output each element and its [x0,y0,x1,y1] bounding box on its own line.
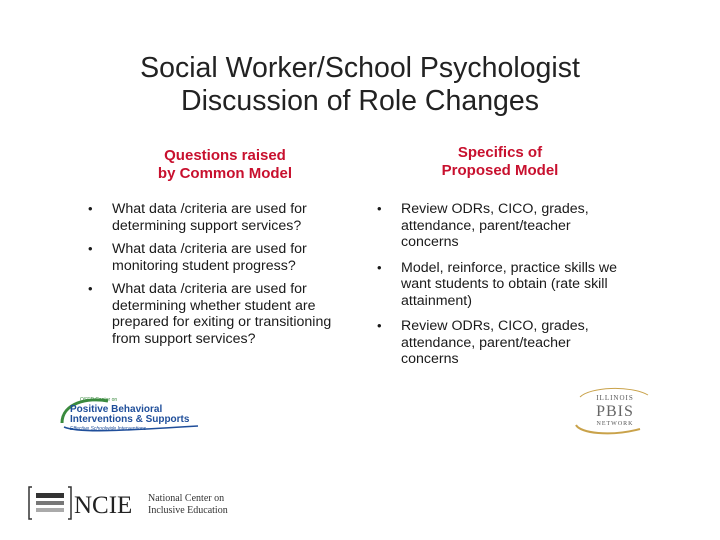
bullet-icon: • [377,259,382,275]
bullet-icon: • [377,318,382,333]
list-item [88,241,358,274]
list-item [377,318,632,368]
ncie-bracket-icon [29,487,71,519]
list-item-text: Model, reinforce, practice skills we want students to obtain (rate skill attainment) [401,259,618,309]
bullet-icon: • [88,201,93,216]
ilpbis-main-text: PBIS [596,403,634,420]
right-heading-line1: Specifics of [457,144,543,161]
list-item-text: Review ODRs, CICO, grades, attendance, parent/teacher concerns [401,318,589,367]
list-item [377,260,632,310]
ncie-line1-text: National Center on [148,493,225,504]
pbis-top-text: OSEP Center on [80,397,118,403]
ncie-line2-text: Inclusive Education [148,505,228,516]
ncie-abbr-text: NCIE [74,492,133,519]
left-column-heading [140,147,310,183]
list-item [377,201,632,251]
left-heading-line2: by Common Model [157,165,293,182]
bullet-icon: • [88,281,93,296]
ilpbis-bottom-text: NETWORK [596,421,634,427]
pbis-line2-text: Interventions & Supports [70,414,190,425]
left-bullet-list [88,201,358,354]
list-item-text: What data /criteria are used for monitoring student progress? [112,241,307,274]
ilpbis-top-text: ILLINOIS [596,394,634,402]
slide-title-line1: Social Worker/School Psychologist [140,52,580,84]
pbis-line1-text: Positive Behavioral [70,404,163,415]
right-column-heading [420,144,580,180]
list-item [88,281,358,347]
ncie-logo [28,483,248,523]
right-bullet-list [377,201,632,377]
right-heading-line2: Proposed Model [441,162,559,179]
bullet-icon: • [88,241,93,256]
slide-title-line2: Discussion of Role Changes [180,85,540,117]
pbis-tagline-text: Effective Schoolwide Interventions [70,426,147,432]
illinois-pbis-logo [570,385,660,437]
list-item-text: What data /criteria are used for determining whether student are prepared for exiting or transitioning from support services? [112,281,332,347]
left-heading-line1: Questions raised [164,147,286,164]
bullet-icon: • [377,201,382,216]
list-item [88,201,358,234]
list-item-text: Review ODRs, CICO, grades, attendance, parent/teacher concerns [401,201,589,250]
list-item-text: What data /criteria are used for determining support services? [112,201,307,234]
slide-title [0,52,720,118]
pbis-logo [58,393,203,433]
